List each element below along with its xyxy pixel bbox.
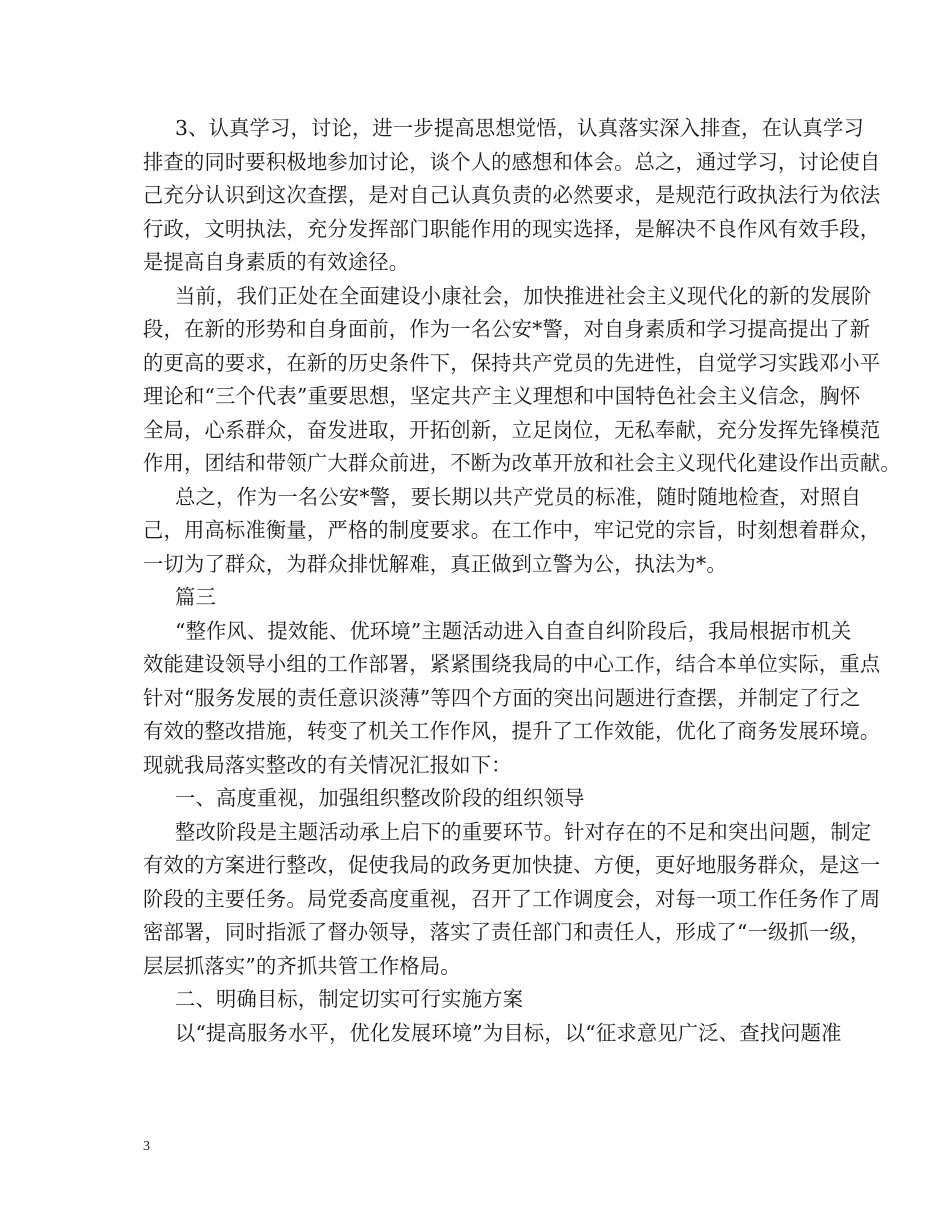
section-heading: 一、高度重视，加强组织整改阶段的组织领导 [175,786,585,810]
text-line: 总之，作为一名公安*警，要长期以共产党员的标准，随时随地检查，对照自 [175,484,862,509]
text-line: 以“提高服务水平，优化发展环境”为目标，以“征求意见广泛、查找问题准 [175,1020,842,1045]
text-line: 行政，文明执法，充分发挥部门职能作用的现实选择，是解决不良作风有效手段， [143,216,881,241]
text-line: “整作风、提效能、优环境”主题活动进入自查自纠阶段后，我局根据市机关 [175,618,852,643]
text-line: 己，用高标准衡量，严格的制度要求。在工作中，牢记党的宗旨，时刻想着群众， [143,518,881,542]
text-line: 排查的同时要积极地参加讨论，谈个人的感想和体会。总之，通过学习，讨论使自 [143,149,881,174]
text-line: 一切为了群众，为群众排忧解难，真正做到立警为公，执法为*。 [143,551,727,576]
text-line: 作用，团结和带领广大群众前进，不断为改革开放和社会主义现代化建设作出贡献。 [143,451,901,475]
page-number: 3 [143,1139,150,1154]
text-line: 效能建设领导小组的工作部署，紧紧围绕我局的中心工作，结合本单位实际，重点 [143,652,881,676]
document-body [143,112,901,1050]
text-line: 阶段的主要任务。局党委高度重视，召开了工作调度会，对每一项工作任务作了周 [143,886,881,911]
section-heading: 二、明确目标，制定切实可行实施方案 [175,987,524,1011]
text-line: 密部署，同时指派了督办领导，落实了责任部门和责任人，形成了“一级抓一级， [143,920,871,944]
text-line: 针对“服务发展的责任意识淡薄”等四个方面的突出问题进行查摆，并制定了行之 [143,685,861,710]
text-line: 全局，心系群众，奋发进取，开拓创新，立足岗位，无私奉献，充分发挥先锋模范 [143,417,881,442]
text-line: 己充分认识到这次查摆，是对自己认真负责的必然要求，是规范行政执法行为依法 [143,183,881,207]
text-line: 的更高的要求，在新的历史条件下，保持共产党员的先进性，自觉学习实践邓小平 [143,350,881,375]
text-line: 当前，我们正处在全面建设小康社会，加快推进社会主义现代化的新的发展阶 [175,283,872,308]
text-line: 层层抓落实”的齐抓共管工作格局。 [143,953,461,978]
text-line: 有效的整改措施，转变了机关工作作风，提升了工作效能，优化了商务发展环境。 [143,719,881,743]
section-heading: 篇三 [175,585,216,609]
text-line: 现就我局落实整改的有关情况汇报如下： [143,752,512,777]
text-line: 段，在新的形势和自身面前，作为一名公安*警，对自身素质和学习提高提出了新 [143,317,871,341]
text-line: 是提高自身素质的有效途径。 [143,250,410,274]
text-line: 理论和“三个代表”重要思想，坚定共产主义理想和中国特色社会主义信念，胸怀 [143,384,861,408]
text-line: 3、认真学习，讨论，进一步提高思想觉悟，认真落实深入排查，在认真学习 [175,116,864,140]
text-line: 有效的方案进行整改，促使我局的政务更加快捷、方便，更好地服务群众，是这一 [143,853,881,877]
text-line: 整改阶段是主题活动承上启下的重要环节。针对存在的不足和突出问题，制定 [175,819,872,844]
